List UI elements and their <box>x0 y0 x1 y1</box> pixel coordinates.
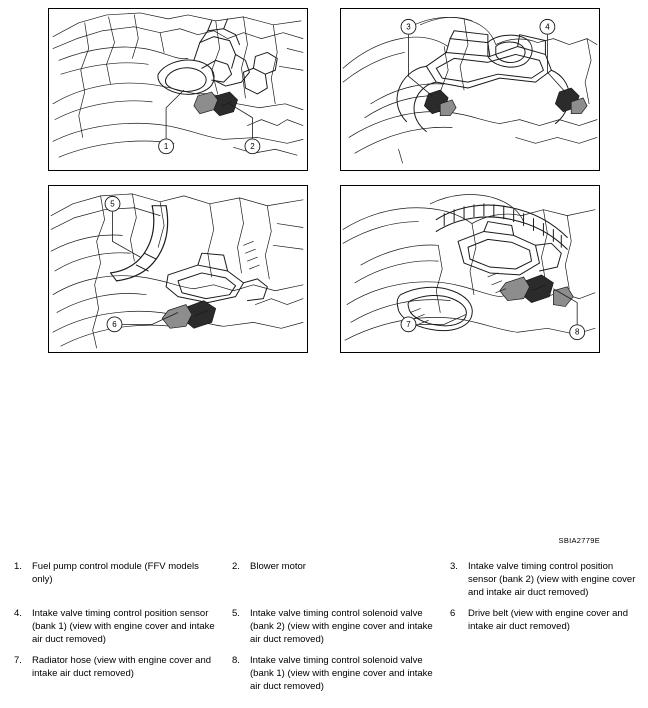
legend-item-number: 2. <box>232 561 240 572</box>
svg-text:3: 3 <box>406 22 411 32</box>
legend-row <box>8 560 640 607</box>
callout-4 <box>540 19 565 92</box>
svg-text:2: 2 <box>250 141 255 151</box>
legend-item-7 <box>8 654 226 701</box>
legend-item-3 <box>444 560 640 607</box>
svg-text:7: 7 <box>406 319 411 329</box>
svg-text:5: 5 <box>110 199 115 209</box>
figure-code: SBIA2779E <box>558 536 600 545</box>
callout-3 <box>401 19 432 96</box>
legend-item-number: 4. <box>14 608 22 619</box>
figure-panel-top-right <box>340 8 600 171</box>
legend-table <box>8 560 640 701</box>
svg-text:4: 4 <box>545 22 550 32</box>
figure-grid <box>48 8 600 353</box>
legend-item-text: Intake valve timing control solenoid valve (bank 1) (view with engine cover and intake air duct removed) <box>250 655 433 692</box>
legend-row <box>8 607 640 654</box>
legend-item-1 <box>8 560 226 607</box>
callout-2 <box>230 104 260 154</box>
engine-bay-illustration-2 <box>341 9 599 170</box>
legend-item-number: 8. <box>232 655 240 666</box>
legend-item-text: Drive belt (view with engine cover and intake air duct removed) <box>468 608 628 632</box>
legend-item-number: 3. <box>450 561 458 572</box>
engine-bay-illustration-1 <box>49 9 307 170</box>
legend-item-number: 7. <box>14 655 22 666</box>
legend-row <box>8 654 640 701</box>
engine-bay-illustration-4 <box>341 186 599 352</box>
legend-item-text: Radiator hose (view with engine cover and intake air duct removed) <box>32 655 212 679</box>
legend-item-text: Intake valve timing control position sensor (bank 2) (view with engine cover and intake air duct removed) <box>468 561 636 598</box>
legend-item-number: 5. <box>232 608 240 619</box>
legend-item-2 <box>226 560 444 607</box>
legend-item-6 <box>444 607 640 654</box>
legend-item-number: 1. <box>14 561 22 572</box>
callout-1 <box>159 90 184 154</box>
callout-5 <box>105 196 140 257</box>
legend-item-text: Blower motor <box>250 561 306 572</box>
figure-panel-bottom-left <box>48 185 308 353</box>
legend-item-text: Fuel pump control module (FFV models only) <box>32 561 199 585</box>
legend-item-8 <box>226 654 444 701</box>
legend-item-4 <box>8 607 226 654</box>
figure-panel-top-left <box>48 8 308 171</box>
svg-text:6: 6 <box>112 319 117 329</box>
engine-bay-illustration-3 <box>49 186 307 352</box>
svg-text:8: 8 <box>574 327 580 337</box>
legend-item-5 <box>226 607 444 654</box>
legend-item-text: Intake valve timing control position sensor (bank 1) (view with engine cover and intake air duct removed) <box>32 608 215 645</box>
svg-text:1: 1 <box>163 141 169 151</box>
legend-item-text: Intake valve timing control solenoid valve (bank 2) (view with engine cover and intake air duct removed) <box>250 608 433 645</box>
legend-item-number: 6 <box>450 608 456 619</box>
figure-panel-bottom-right <box>340 185 600 353</box>
